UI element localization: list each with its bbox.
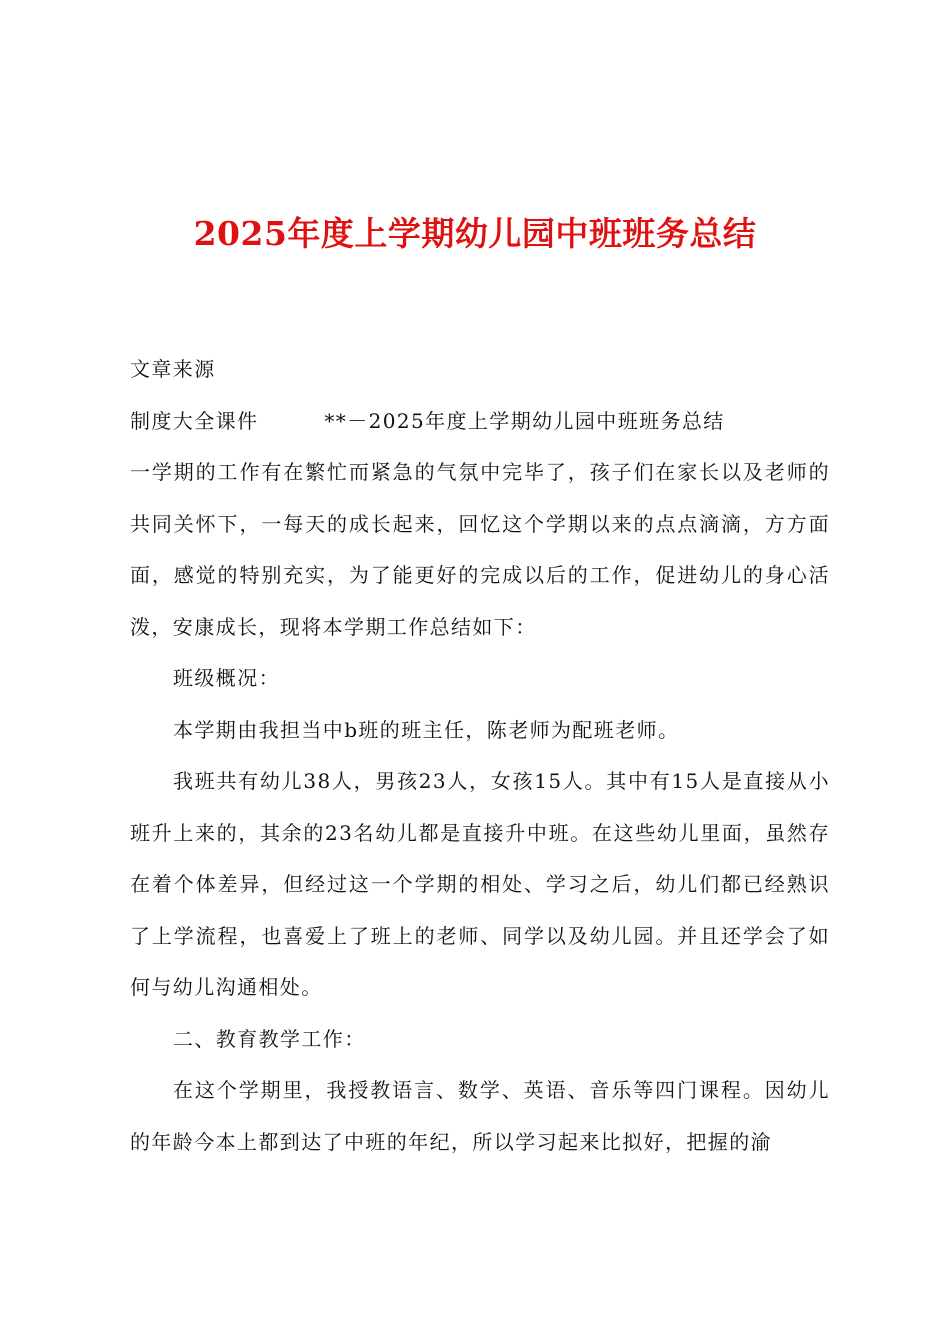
document-body bbox=[130, 344, 830, 1168]
paragraph-teachers: 本学期由我担当中b班的班主任，陈老师为配班老师。 bbox=[173, 717, 680, 742]
source-name: 制度大全课件 bbox=[130, 408, 259, 433]
document-title: 2025年度上学期幼儿园中班班务总结 bbox=[193, 214, 757, 253]
section-heading-class-overview: 班级概况： bbox=[173, 666, 280, 690]
paragraph-courses: 在这个学期里，我授教语言、数学、英语、音乐等四门课程。因幼儿的年龄今本上都到达了中班的年纪，所以学习起来比拟好，把握的渝 bbox=[130, 1078, 830, 1154]
intro-paragraph: 一学期的工作有在繁忙而紧急的气氛中完毕了，孩子们在家长以及老师的共同关怀下，一每天的成长起来，回忆这个学期以来的点点滴滴，方方面面，感觉的特别充实，为了能更好的完成以后的工作，促进幼儿的身心活泼，安康成长，现将本学期工作总结如下： bbox=[130, 460, 830, 639]
section-heading-teaching-work: 二、教育教学工作： bbox=[173, 1026, 366, 1051]
source-title: **－2025年度上学期幼儿园中班班务总结 bbox=[324, 408, 725, 433]
source-line bbox=[130, 396, 830, 448]
paragraph-class-composition: 我班共有幼儿38人，男孩23人，女孩15人。其中有15人是直接从小班升上来的，其余的23名幼儿都是直接升中班。在这些幼儿里面，虽然存在着个体差异，但经过这一个学期的相处、学习之后，幼儿们都已经熟识了上学流程，也喜爱上了班上的老师、同学以及幼儿园。并且还学会了如何与幼儿沟通相处。 bbox=[130, 769, 830, 999]
source-label: 文章来源 bbox=[130, 357, 216, 381]
